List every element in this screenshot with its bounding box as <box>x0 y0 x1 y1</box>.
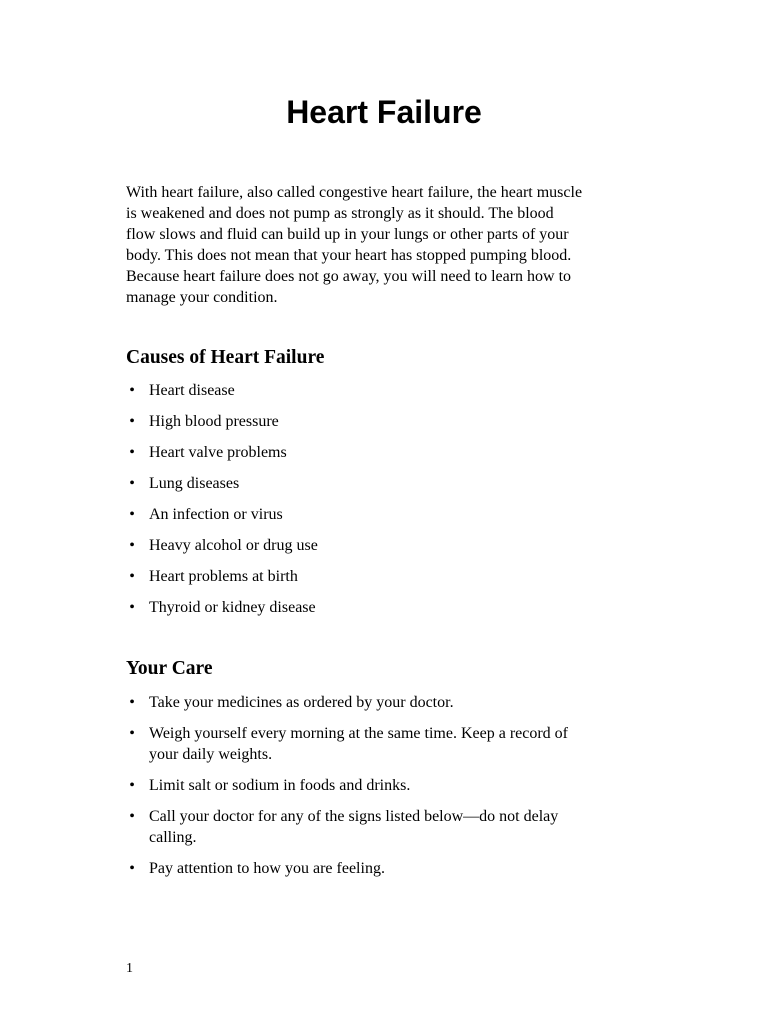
bullet-icon: • <box>129 444 135 461</box>
list-item-text: An infection or virus <box>149 506 283 523</box>
bullet-icon: • <box>129 725 135 742</box>
bullet-icon: • <box>129 808 135 825</box>
bullet-icon: • <box>129 506 135 523</box>
list-item <box>126 473 646 494</box>
bullet-icon: • <box>129 413 135 430</box>
list-item-text: Pay attention to how you are feeling. <box>149 860 385 877</box>
bullet-icon: • <box>129 599 135 616</box>
bullet-icon: • <box>129 694 135 711</box>
list-item <box>126 723 646 765</box>
bullet-icon: • <box>129 475 135 492</box>
document-title: Heart Failure <box>286 94 482 130</box>
list-item-text: Call your doctor for any of the signs listed below—do not delay calling. <box>149 808 559 846</box>
list-item <box>126 411 646 432</box>
list-item-text: Weigh yourself every morning at the same time. Keep a record of your daily weights. <box>149 725 568 763</box>
list-item <box>126 692 646 713</box>
list-item <box>126 775 646 796</box>
bullet-icon: • <box>129 537 135 554</box>
list-item <box>126 380 646 401</box>
intro-paragraph: With heart failure, also called congestive heart failure, the heart muscle is weakened and does not pump as strongly as it should. The blood flow slows and fluid can build up in your lungs or other parts of your body. This does not mean that your heart has stopped pumping blood. Because heart failure does not go away, you will need to learn how to manage your condition. <box>126 184 583 306</box>
list-item <box>126 535 646 556</box>
list-item-text: High blood pressure <box>149 413 279 430</box>
bullet-icon: • <box>129 860 135 877</box>
list-item-text: Lung diseases <box>149 475 240 492</box>
list-item <box>126 597 646 618</box>
list-item-text: Heart disease <box>149 382 235 399</box>
list-item-text: Thyroid or kidney disease <box>149 599 316 616</box>
bullet-icon: • <box>129 568 135 585</box>
list-item-text: Heart problems at birth <box>149 568 298 585</box>
list-item <box>126 566 646 587</box>
bullet-icon: • <box>129 777 135 794</box>
page-number: 1 <box>126 961 133 976</box>
your-care-heading: Your Care <box>126 658 213 679</box>
care-list <box>126 692 646 889</box>
list-item <box>126 442 646 463</box>
list-item-text: Heavy alcohol or drug use <box>149 537 318 554</box>
list-item <box>126 806 646 848</box>
bullet-icon: • <box>129 382 135 399</box>
list-item-text: Take your medicines as ordered by your doctor. <box>149 694 454 711</box>
causes-heading: Causes of Heart Failure <box>126 347 325 368</box>
list-item-text: Heart valve problems <box>149 444 287 461</box>
list-item <box>126 504 646 525</box>
list-item-text: Limit salt or sodium in foods and drinks. <box>149 777 411 794</box>
list-item <box>126 858 646 879</box>
causes-list <box>126 380 646 628</box>
